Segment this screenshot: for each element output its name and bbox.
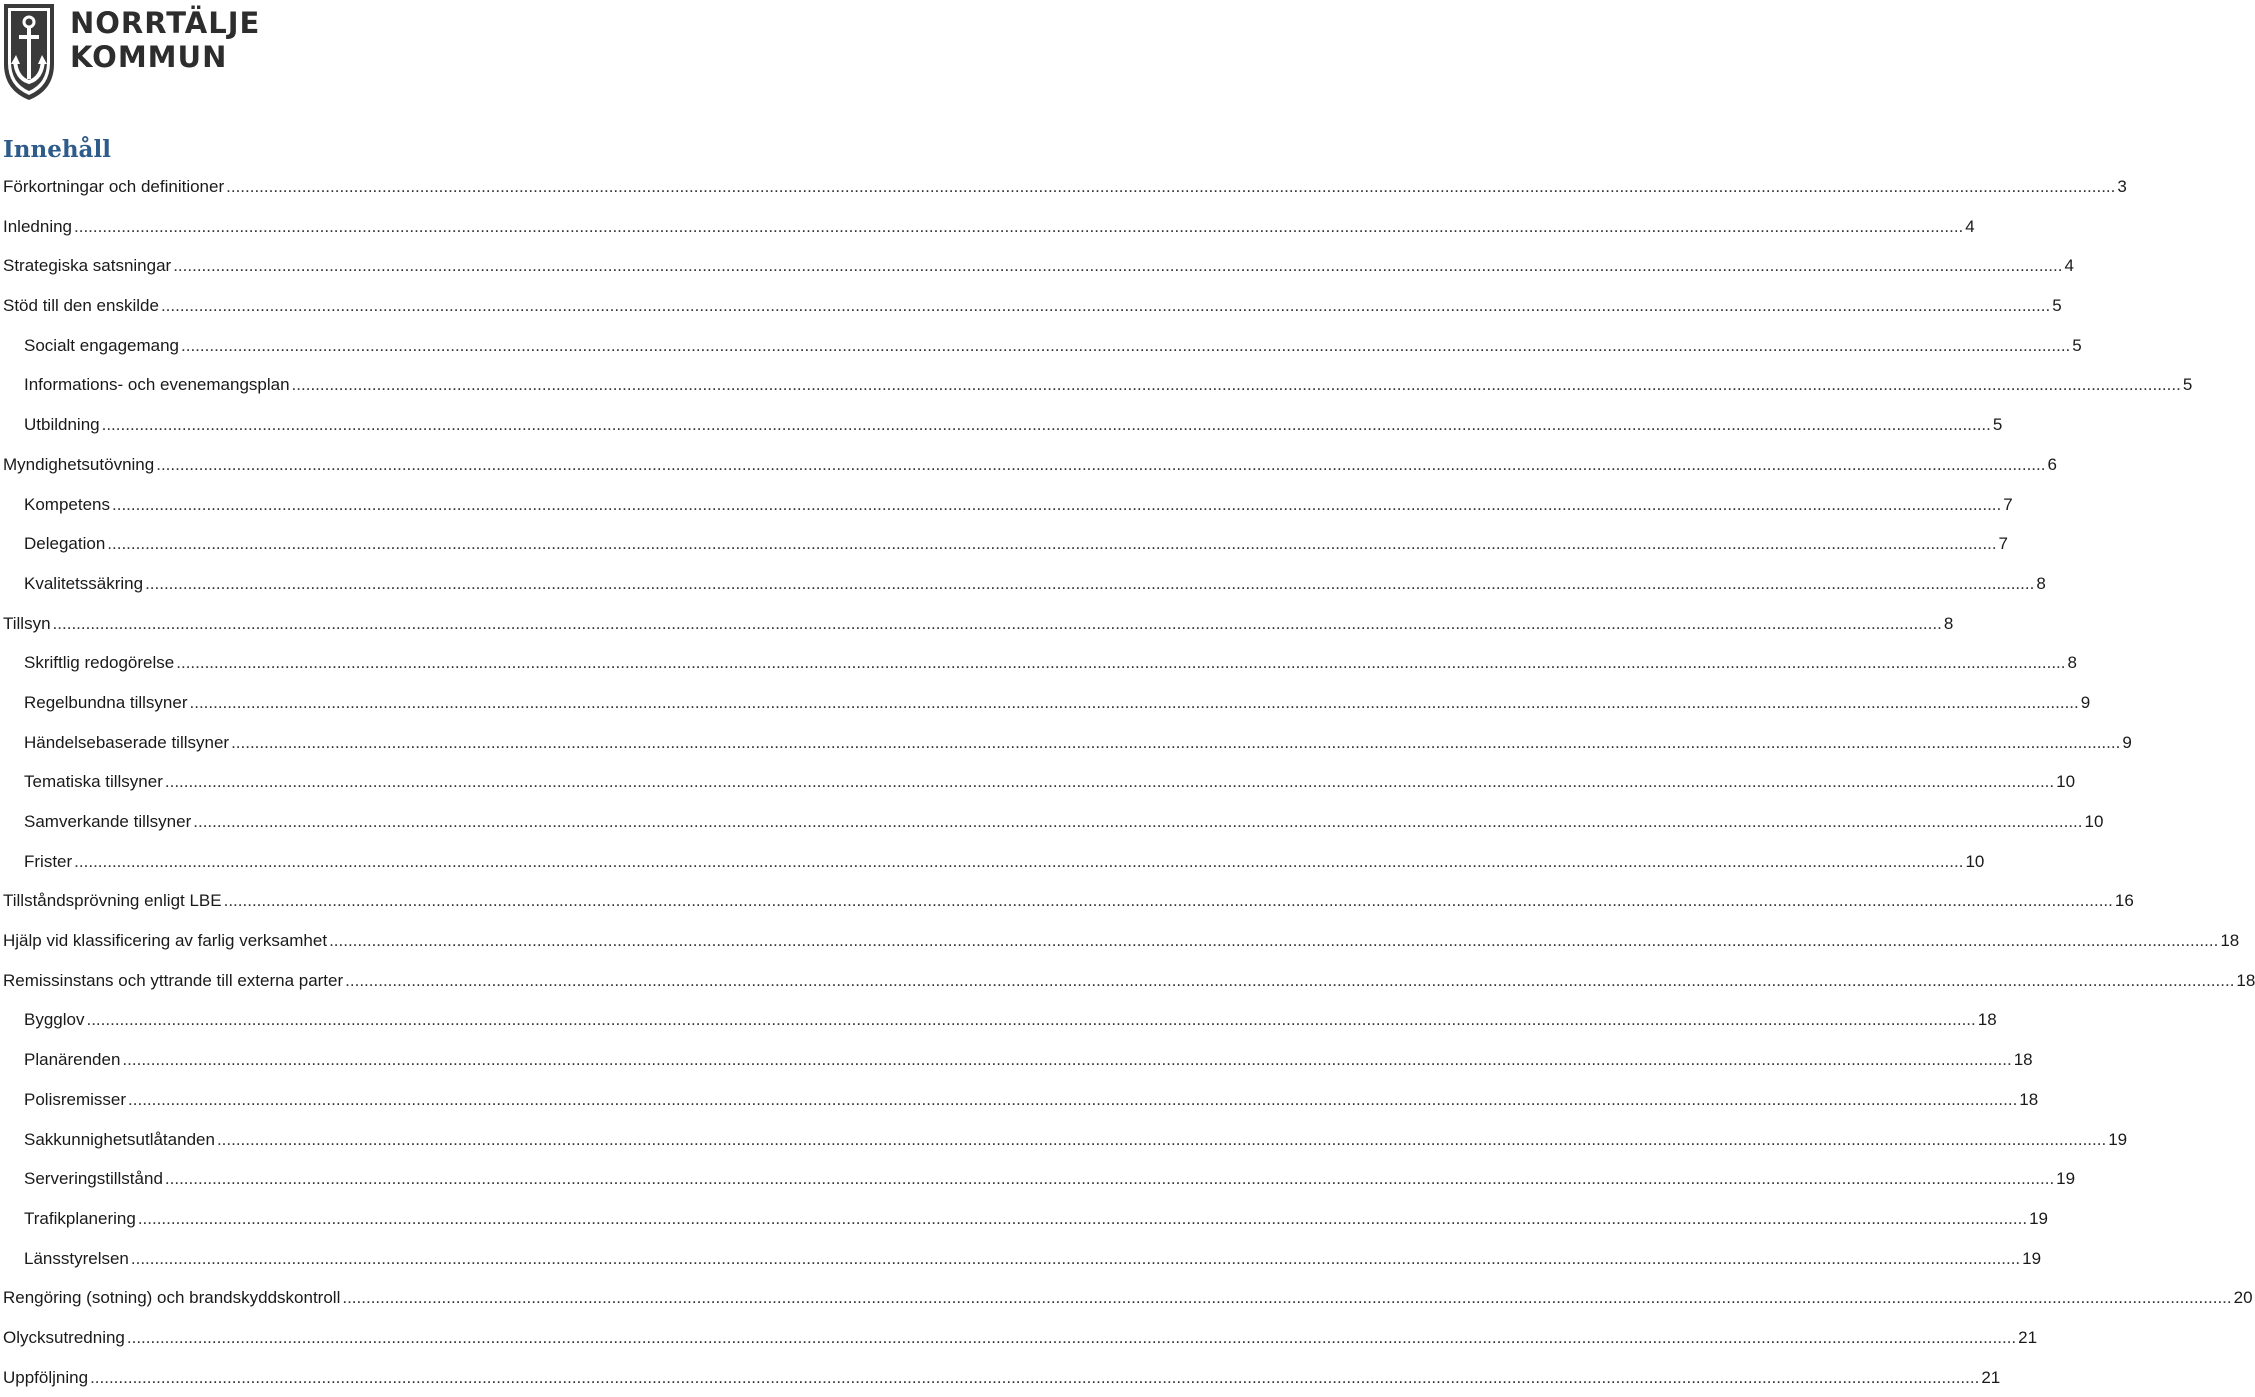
toc-dot-leader: ................................................................................................................................................................................................................................................................................................................................................................................................................ [345,970,2235,990]
toc-entry-page-number: 10 [1965,851,1985,871]
toc-entry-label: Tematiska tillsyner [24,772,163,792]
toc-title: Innehåll [3,136,111,163]
toc-entry-page-number: 8 [2067,653,2077,673]
toc-entry-page-number: 20 [2233,1288,2253,1308]
toc-entry-label: Regelbundna tillsyner [24,692,188,712]
toc-entry-label: Samverkande tillsyner [24,812,192,831]
toc-entry-label: Utbildning [24,415,100,435]
toc-entry-label: Planärenden [24,1050,121,1070]
toc-dot-leader: ................................................................................................................................................................................................................................................................................................................................................................................................................ [90,1367,1980,1387]
toc-entry-page-number: 16 [2114,891,2134,911]
toc-entry-page-number: 18 [2019,1089,2039,1109]
toc-entry[interactable] [0,1000,1997,1040]
toc-entry[interactable] [0,564,2046,604]
toc-entry-page-number: 10 [2084,812,2104,831]
toc-dot-leader: ................................................................................................................................................................................................................................................................................................................................................................................................................ [86,1010,1976,1030]
toc-dot-leader: ................................................................................................................................................................................................................................................................................................................................................................................................................ [193,812,2083,831]
toc-entry[interactable] [0,207,1975,247]
toc-dot-leader: ................................................................................................................................................................................................................................................................................................................................................................................................................ [291,375,2181,395]
toc-entry[interactable] [0,1278,2253,1318]
toc-entry[interactable] [0,881,2134,921]
toc-entry-label: Socialt engagemang [24,335,180,355]
toc-dot-leader: ................................................................................................................................................................................................................................................................................................................................................................................................................ [156,454,2046,474]
toc-entry-label: Tillståndsprövning enligt LBE [3,891,222,911]
toc-dot-leader: ................................................................................................................................................................................................................................................................................................................................................................................................................ [74,216,1964,236]
toc-entry-label: Informations- och evenemangsplan [24,375,290,395]
toc-entry-label: Rengöring (sotning) och brandskyddskontroll [3,1288,341,1308]
toc-entry-label: Remissinstans och yttrande till externa parter [3,970,344,990]
toc-entry-page-number: 5 [1992,415,2003,435]
toc-entry-page-number: 21 [2018,1327,2038,1347]
toc-dot-leader: ................................................................................................................................................................................................................................................................................................................................................................................................................ [181,335,2071,355]
toc-dot-leader: ................................................................................................................................................................................................................................................................................................................................................................................................................ [112,494,2002,514]
toc-dot-leader: ................................................................................................................................................................................................................................................................................................................................................................................................................ [164,772,2055,792]
toc-entry[interactable] [0,1040,2033,1080]
toc-entry-page-number: 5 [2052,296,2062,316]
toc-entry[interactable] [0,921,2240,961]
toc-dot-leader: ................................................................................................................................................................................................................................................................................................................................................................................................................ [101,415,1991,435]
toc-entry[interactable] [0,1318,2038,1358]
toc-entry-page-number: 8 [2036,573,2046,593]
toc-entry-label: Trafikplanering [24,1208,136,1228]
toc-entry[interactable] [0,246,2074,286]
toc-dot-leader: ................................................................................................................................................................................................................................................................................................................................................................................................................ [173,256,2063,276]
page-header [0,0,960,110]
toc-dot-leader: ................................................................................................................................................................................................................................................................................................................................................................................................................ [74,851,1964,871]
toc-dot-leader: ................................................................................................................................................................................................................................................................................................................................................................................................................ [52,613,1942,633]
toc-entry-page-number: 4 [1965,216,1975,236]
toc-dot-leader: ................................................................................................................................................................................................................................................................................................................................................................................................................ [137,1208,2028,1228]
toc-entry[interactable] [0,842,1985,882]
toc-entry-label: Händelsebaserade tillsyner [24,732,230,752]
toc-entry-label: Inledning [3,216,73,236]
toc-entry-label: Länsstyrelsen [24,1248,129,1268]
toc-entry-page-number: 5 [2072,335,2082,355]
toc-dot-leader: ................................................................................................................................................................................................................................................................................................................................................................................................................ [122,1050,2012,1070]
toc-dot-leader: ................................................................................................................................................................................................................................................................................................................................................................................................................ [130,1248,2021,1268]
toc-entry[interactable] [0,405,2003,445]
toc-dot-leader: ................................................................................................................................................................................................................................................................................................................................................................................................................ [231,732,2121,752]
toc-entry-label: Förkortningar och definitioner [3,177,225,196]
toc-entry[interactable] [0,604,1954,644]
toc-entry-page-number: 19 [2108,1129,2128,1149]
toc-dot-leader: ................................................................................................................................................................................................................................................................................................................................................................................................................ [329,931,2219,951]
toc-entry[interactable] [0,326,2082,366]
table-of-contents [0,167,2255,1397]
municipality-logotype [70,6,260,74]
toc-entry[interactable] [0,802,2104,842]
toc-entry-label: Uppföljning [3,1367,89,1387]
toc-entry-label: Stöd till den enskilde [3,296,159,316]
toc-entry-page-number: 18 [2236,970,2255,990]
toc-entry-label: Strategiska satsningar [3,256,172,276]
toc-entry-label: Skriftlig redogörelse [24,653,175,673]
toc-entry-page-number: 3 [2117,177,2127,196]
toc-entry-label: Tillsyn [3,613,51,633]
toc-entry-page-number: 9 [2080,692,2091,712]
toc-entry-page-number: 9 [2122,732,2132,752]
toc-entry[interactable] [0,167,2127,207]
toc-entry[interactable] [0,1080,2039,1120]
toc-entry-page-number: 10 [2056,772,2076,792]
brand-line-2: KOMMUN [70,40,228,74]
brand-line-1: NORRTÄLJE [70,6,261,40]
toc-entry-page-number: 7 [1998,534,2009,554]
toc-entry[interactable] [0,1199,2048,1239]
toc-entry-label: Delegation [24,534,106,554]
toc-entry-page-number: 4 [2064,256,2074,276]
toc-entry[interactable] [0,365,2193,405]
toc-entry[interactable] [0,1358,2001,1397]
toc-dot-leader: ................................................................................................................................................................................................................................................................................................................................................................................................................ [176,653,2066,673]
toc-entry[interactable] [0,683,2091,723]
toc-entry-label: Frister [24,851,73,871]
toc-entry-page-number: 21 [1981,1367,2001,1387]
toc-entry-label: Kvalitetssäkring [24,573,144,593]
toc-entry[interactable] [0,723,2132,763]
toc-entry-label: Bygglov [24,1010,85,1030]
toc-entry[interactable] [0,1239,2042,1279]
toc-entry[interactable] [0,643,2077,683]
toc-entry-label: Serveringstillstånd [24,1169,163,1189]
toc-entry-page-number: 8 [1943,613,1954,633]
toc-entry[interactable] [0,524,2009,564]
toc-entry[interactable] [0,445,2057,485]
toc-entry[interactable] [0,762,2076,802]
toc-dot-leader: ................................................................................................................................................................................................................................................................................................................................................................................................................ [128,1089,2018,1109]
toc-entry-page-number: 18 [2013,1050,2033,1070]
toc-dot-leader: ................................................................................................................................................................................................................................................................................................................................................................................................................ [342,1288,2232,1308]
toc-dot-leader: ................................................................................................................................................................................................................................................................................................................................................................................................................ [160,296,2051,316]
toc-dot-leader: ................................................................................................................................................................................................................................................................................................................................................................................................................ [226,177,2116,196]
toc-entry-page-number: 5 [2182,375,2193,395]
toc-entry-label: Kompetens [24,494,110,514]
toc-dot-leader: ................................................................................................................................................................................................................................................................................................................................................................................................................ [107,534,1997,554]
toc-dot-leader: ................................................................................................................................................................................................................................................................................................................................................................................................................ [216,1129,2107,1149]
toc-dot-leader: ................................................................................................................................................................................................................................................................................................................................................................................................................ [223,891,2113,911]
toc-entry-page-number: 19 [2029,1208,2048,1228]
toc-entry-label: Hjälp vid klassificering av farlig verksamhet [3,931,328,951]
toc-entry-page-number: 19 [2022,1248,2042,1268]
toc-entry[interactable] [0,286,2062,326]
toc-entry-label: Polisremisser [24,1089,127,1109]
toc-dot-leader: ................................................................................................................................................................................................................................................................................................................................................................................................................ [189,692,2079,712]
toc-dot-leader: ................................................................................................................................................................................................................................................................................................................................................................................................................ [164,1169,2055,1189]
toc-entry-page-number: 18 [2220,931,2240,951]
toc-entry-page-number: 7 [2003,494,2013,514]
toc-entry-page-number: 19 [2056,1169,2076,1189]
toc-dot-leader: ................................................................................................................................................................................................................................................................................................................................................................................................................ [126,1327,2017,1347]
toc-entry-page-number: 6 [2047,454,2057,474]
toc-entry-label: Myndighetsutövning [3,454,155,474]
toc-entry[interactable] [0,1159,2076,1199]
toc-entry-label: Olycksutredning [3,1327,125,1347]
toc-entry-page-number: 18 [1977,1010,1997,1030]
toc-entry[interactable] [0,961,2255,1001]
toc-entry[interactable] [0,485,2013,525]
toc-entry-label: Sakkunnighetsutlåtanden [24,1129,215,1149]
anchor-crest-icon [2,2,56,102]
toc-entry[interactable] [0,1120,2128,1160]
toc-dot-leader: ................................................................................................................................................................................................................................................................................................................................................................................................................ [145,573,2035,593]
